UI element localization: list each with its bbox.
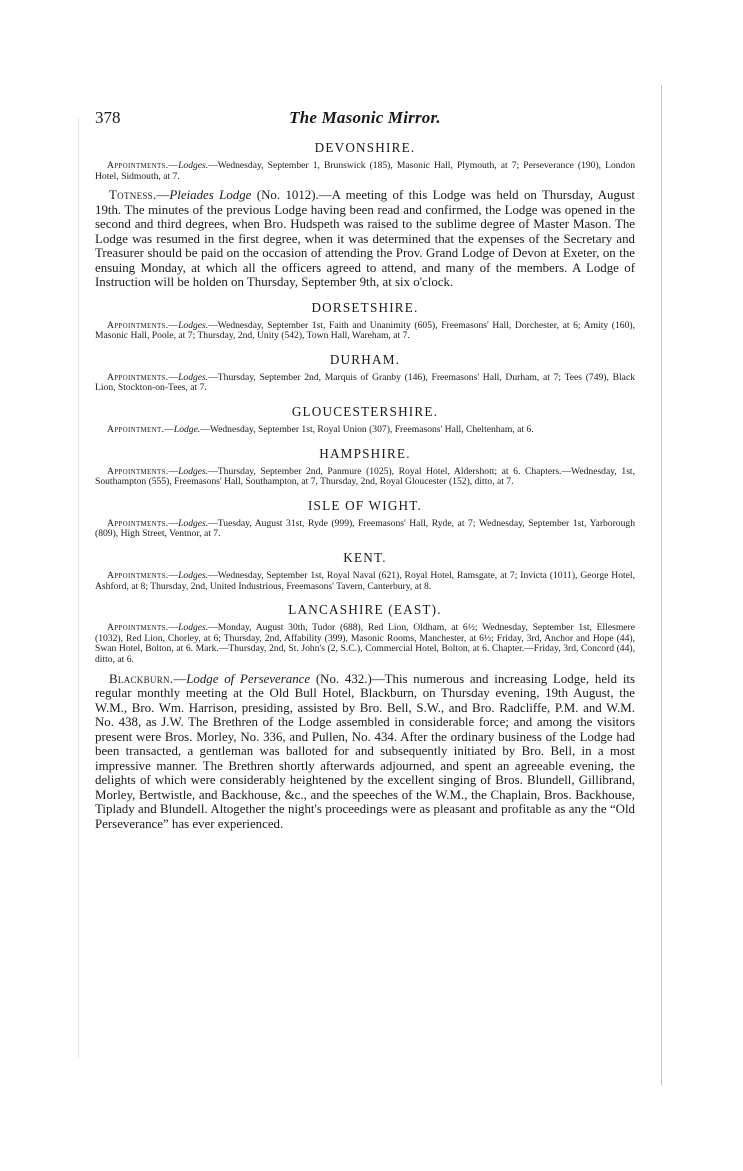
appointments-notice: Appointments.—Lodges.—Thursday, September 2nd, Panmure (1025), Royal Hotel, Aldershott; at 6. Chapters.—Wednesday, 1st, Southampton (555), Freemasons' Hall, Southampton, at 7, Thursday, 2nd, Royal Gloucester (152), ditto, at 7. bbox=[95, 465, 635, 488]
appointments-kind: Lodges. bbox=[178, 517, 209, 529]
appointments-kind: Lodges. bbox=[178, 371, 209, 383]
section-title: DEVONSHIRE. bbox=[314, 140, 416, 155]
appointments-lead: Appointments. bbox=[107, 465, 169, 477]
appointments-kind: Lodges. bbox=[178, 319, 209, 331]
county-section bbox=[95, 140, 635, 290]
running-title: The Masonic Mirror. bbox=[289, 108, 441, 127]
county-section bbox=[95, 498, 635, 540]
section-title: ISLE OF WIGHT. bbox=[307, 497, 423, 513]
appointments-lead: Appointments. bbox=[107, 319, 169, 331]
section-title: HAMPSHIRE. bbox=[319, 445, 411, 461]
appointments-text: —Thursday, September 2nd, Marquis of Granby (146), Freemasons' Hall, Durham, at 7; Tees (749), Black Lion, Stockton-on-Tees, at 7. bbox=[95, 371, 635, 394]
lodge-name: Lodge of Perseverance bbox=[186, 671, 311, 686]
appointments-notice: Appointments.—Lodges.—Tuesday, August 31st, Ryde (999), Freemasons' Hall, Ryde, at 7; Wednesday, September 1st, Yarborough (809), High Street, Ventnor, at 7. bbox=[95, 517, 635, 540]
appointments-kind: Lodges. bbox=[178, 622, 209, 634]
page-header bbox=[95, 108, 635, 130]
appointments-lead: Appointment. bbox=[107, 424, 165, 436]
appointments-text: —Wednesday, September 1st, Royal Union (307), Freemasons' Hall, Cheltenham, at 6. bbox=[200, 424, 534, 436]
report-text: (No. 432.)—This numerous and increasing Lodge, held its regular monthly meeting at the Old Bull Hotel, Blackburn, on Thursday evening, 19th August, the W.M., Bro. Wm. Harrison, presiding, assisted by Bro. Bell, S.W., and Bro. Radcliffe, P.M. and W.M. No. 438, as J.W. The Brethren of the Lodge assembled in considerable force; and among the visitors present were Bros. Morley, No. 336, and Pullen, No. 434. After the ordinary business of the Lodge had been transacted, a gentleman was balloted for and subsequently initiated by Bro. Bell, in a most impressive manner. The Brethren shortly afterwards adjourned, and spent an agreeable evening, the delights of which were considerably heightened by the excellent singing of Bros. Blundell, Gillibrand, Morley, Bertwistle, and Backhouse, &c., and the speeches of the W.M., the Chaplain, Bros. Backhouse, Tiplady and Blundell. Altogether the night's proceedings were as pleasant and profitable as any the “Old Perseverance” has ever experienced. bbox=[95, 671, 635, 831]
report-text: (No. 1012).—A meeting of this Lodge was held on Thursday, August 19th. The minutes of the previous Lodge having been read and confirmed, the Lodge was opened in the second and third degrees, when Bro. Hudspeth was raised to the sublime degree of Master Mason. The Lodge was resumed in the first degree, when it was determined that the expenses of the Secretary and Treasurer should be paid on the occasion of attending the Prov. Grand Lodge of Devon at Exeter, on the ensuing Monday, at which all the officers agreed to attend, and many of the members. A Lodge of Instruction will be holden on Thursday, September 9th, at six o'clock. bbox=[95, 188, 635, 290]
report-place: Blackburn. bbox=[109, 671, 174, 686]
appointments-lead: Appointments. bbox=[107, 517, 169, 529]
appointments-lead: Appointments. bbox=[107, 570, 169, 582]
county-section bbox=[95, 352, 635, 394]
appointments-notice: Appointment.—Lodge.—Wednesday, September 1st, Royal Union (307), Freemasons' Hall, Cheltenham, at 6. bbox=[107, 424, 534, 436]
lodge-name: Pleiades Lodge bbox=[169, 188, 252, 203]
appointments-kind: Lodges. bbox=[178, 465, 209, 477]
appointments-lead: Appointments. bbox=[107, 371, 169, 383]
appointments-notice: Appointments.—Lodges.—Thursday, September 2nd, Marquis of Granby (146), Freemasons' Hall, Durham, at 7; Tees (749), Black Lion, Stockton-on-Tees, at 7. bbox=[95, 371, 635, 394]
section-title: GLOUCESTERSHIRE. bbox=[291, 404, 439, 420]
page-number: 378 bbox=[95, 108, 121, 127]
appointments-kind: Lodges. bbox=[178, 160, 209, 171]
county-section bbox=[95, 602, 635, 831]
appointments-notice: Appointments.—Lodges.—Wednesday, September 1, Brunswick (185), Masonic Hall, Plymouth, at 7; Perseverance (190), London Hotel, Sidmouth, at 7. bbox=[95, 160, 635, 182]
county-section bbox=[95, 550, 635, 592]
report-sep: — bbox=[156, 188, 170, 203]
county-section bbox=[95, 446, 635, 488]
appointments-notice: Appointments.—Lodges.—Wednesday, September 1st, Royal Naval (621), Royal Hotel, Ramsgate, at 7; Invicta (1011), George Hotel, Ashford, at 8; Thursday, 2nd, United Industrious, Freemasons' Tavern, Canterbury, at 8. bbox=[95, 570, 635, 592]
appointments-text: —Wednesday, September 1, Brunswick (185), Masonic Hall, Plymouth, at 7; Perseverance (190), London Hotel, Sidmouth, at 7. bbox=[95, 160, 635, 182]
appointments-notice: Appointments.—Lodges.—Wednesday, September 1st, Faith and Unanimity (605), Freemasons' Hall, Dorchester, at 6; Amity (160), Masonic Hall, Poole, at 7; Thursday, 2nd, Unity (542), Town Hall, Wareham, at 7. bbox=[95, 319, 635, 342]
document-page bbox=[95, 108, 635, 831]
appointments-text: —Thursday, September 2nd, Panmure (1025), Royal Hotel, Aldershott; at 6. Chapters.—Wednesday, 1st, Southampton (555), Freemasons' Hall, Southampton, at 7, Thursday, 2nd, Royal Gloucester (152), ditto, at 7. bbox=[95, 465, 635, 488]
county-section bbox=[95, 404, 635, 436]
appointments-kind: Lodge. bbox=[173, 424, 201, 436]
appointments-text: —Monday, August 30th, Tudor (688), Red Lion, Oldham, at 6½; Wednesday, September 1st, Ellesmere (1032), Red Lion, Chorley, at 6; Thursday, 2nd, Affability (399), Masonic Rooms, Manchester, at 6½; Friday, 3rd, Anchor and Hope (44), Swan Hotel, Bolton, at 6. Mark.—Thursday, 2nd, St. John's (2, S.C.), Commercial Hotel, Bolton, at 6. Chapter.—Friday, 3rd, Concord (44), ditto, at 6. bbox=[95, 622, 635, 665]
section-title: LANCASHIRE (EAST). bbox=[288, 602, 442, 618]
sections-container bbox=[95, 140, 635, 831]
appointments-lead: Appointments. bbox=[107, 622, 169, 634]
section-title: KENT. bbox=[343, 550, 387, 566]
appointments-text: —Wednesday, September 1st, Royal Naval (621), Royal Hotel, Ramsgate, at 7; Invicta (1011), George Hotel, Ashford, at 8; Thursday, 2nd, United Industrious, Freemasons' Tavern, Canterbury, at 8. bbox=[95, 570, 635, 592]
appointments-kind: Lodges. bbox=[178, 570, 209, 582]
section-title: DORSETSHIRE. bbox=[311, 299, 419, 315]
page-edge-rule-right bbox=[661, 85, 662, 1085]
appointments-text: —Tuesday, August 31st, Ryde (999), Freemasons' Hall, Ryde, at 7; Wednesday, September 1st, Yarborough (809), High Street, Ventnor, at 7. bbox=[95, 517, 635, 540]
lodge-report-paragraph bbox=[95, 672, 635, 832]
lodge-report-paragraph bbox=[95, 188, 635, 290]
report-place: Totness. bbox=[109, 188, 157, 203]
appointments-notice: Appointments.—Lodges.—Monday, August 30th, Tudor (688), Red Lion, Oldham, at 6½; Wednesday, September 1st, Ellesmere (1032), Red Lion, Chorley, at 6; Thursday, 2nd, Affability (399), Masonic Rooms, Manchester, at 6½; Friday, 3rd, Anchor and Hope (44), Swan Hotel, Bolton, at 6. Mark.—Thursday, 2nd, St. John's (2, S.C.), Commercial Hotel, Bolton, at 6. Chapter.—Friday, 3rd, Concord (44), ditto, at 6. bbox=[95, 622, 635, 665]
appointments-text: —Wednesday, September 1st, Faith and Unanimity (605), Freemasons' Hall, Dorchester, at 6; Amity (160), Masonic Hall, Poole, at 7; Thursday, 2nd, Unity (542), Town Hall, Wareham, at 7. bbox=[95, 319, 635, 342]
county-section bbox=[95, 300, 635, 342]
section-title: DURHAM. bbox=[329, 351, 401, 367]
appointments-lead: Appointments. bbox=[107, 160, 169, 171]
report-sep: — bbox=[173, 671, 187, 686]
page-edge-rule-left bbox=[78, 118, 79, 1058]
